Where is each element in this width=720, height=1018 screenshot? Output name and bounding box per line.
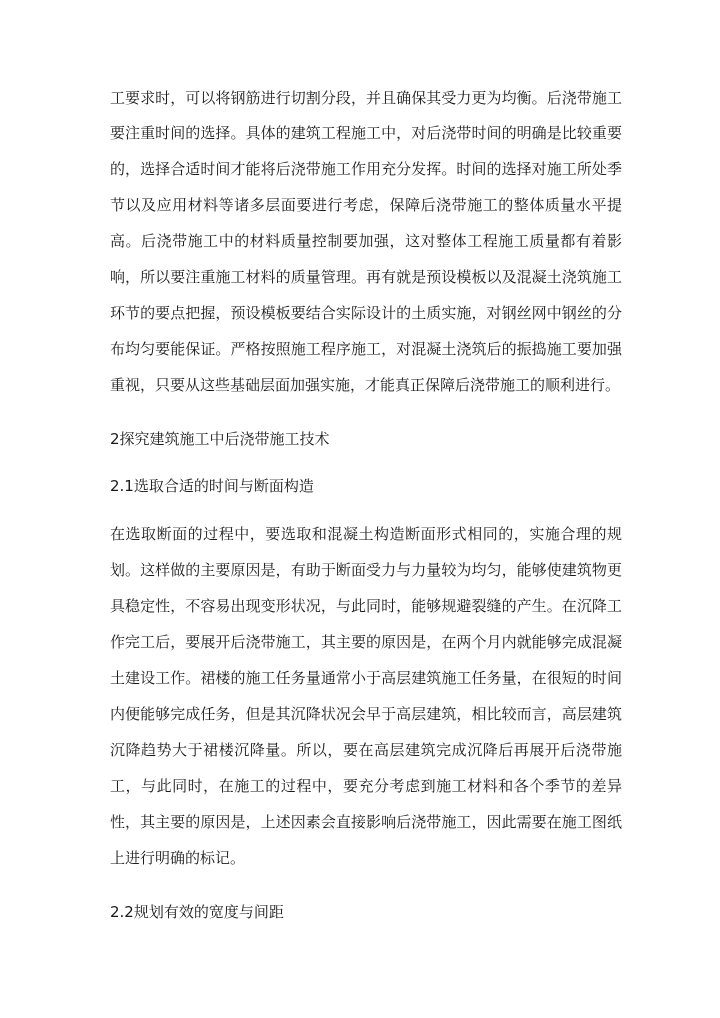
section-heading-2: 2探究建筑施工中后浇带施工技术 xyxy=(110,430,330,448)
paragraph-2-line-1: 在选取断面的过程中，要选取和混凝土构造断面形式相同的，实施合理的规 xyxy=(110,525,622,543)
paragraph-1-line-6: 响，所以要注重施工材料的质量管理。再有就是预设模板以及混凝土浇筑施工 xyxy=(110,268,622,286)
paragraph-2-line-10: 上进行明确的标记。 xyxy=(110,849,246,867)
paragraph-1-line-8: 布均匀要能保证。严格按照施工程序施工，对混凝土浇筑后的振捣施工要加强 xyxy=(110,340,622,358)
paragraph-2-line-4: 作完工后，要展开后浇带施工，其主要的原因是，在两个月内就能够完成混凝 xyxy=(110,633,622,651)
paragraph-1-line-1: 工要求时，可以将钢筋进行切割分段，并且确保其受力更为均衡。后浇带施工 xyxy=(110,89,622,107)
paragraph-2-line-9: 性，其主要的原因是，上述因素会直接影响后浇带施工，因此需要在施工图纸 xyxy=(110,813,622,831)
paragraph-2-line-3: 具稳定性，不容易出现变形状况，与此同时，能够规避裂缝的产生。在沉降工 xyxy=(110,597,622,615)
paragraph-2-line-6: 内便能够完成任务，但是其沉降状况会早于高层建筑，相比较而言，高层建筑 xyxy=(110,705,622,723)
section-heading-2-2: 2.2规划有效的宽度与间距 xyxy=(110,903,284,921)
paragraph-2-line-7: 沉降趋势大于裙楼沉降量。所以，要在高层建筑完成沉降后再展开后浇带施 xyxy=(110,741,622,759)
paragraph-1-line-2: 要注重时间的选择。具体的建筑工程施工中，对后浇带时间的明确是比较重要 xyxy=(110,124,622,142)
paragraph-2-line-2: 划。这样做的主要原因是，有助于断面受力与力量较为均匀，能够使建筑物更 xyxy=(110,561,622,579)
paragraph-1-line-9: 重视，只要从这些基础层面加强实施，才能真正保障后浇带施工的顺利进行。 xyxy=(110,376,621,394)
section-heading-2-1: 2.1选取合适的时间与断面构造 xyxy=(110,477,314,495)
paragraph-1-line-4: 节以及应用材料等诸多层面要进行考虑，保障后浇带施工的整体质量水平提 xyxy=(110,196,622,214)
paragraph-1-line-5: 高。后浇带施工中的材料质量控制要加强，这对整体工程施工质量都有着影 xyxy=(110,232,622,250)
paragraph-2-line-8: 工，与此同时，在施工的过程中，要充分考虑到施工材料和各个季节的差异 xyxy=(110,777,622,795)
paragraph-1-line-3: 的，选择合适时间才能将后浇带施工作用充分发挥。时间的选择对施工所处季 xyxy=(110,160,622,178)
paragraph-2-line-5: 土建设工作。裙楼的施工任务量通常小于高层建筑施工任务量，在很短的时间 xyxy=(110,669,622,687)
paragraph-1-line-7: 环节的要点把握，预设模板要结合实际设计的土质实施，对钢丝网中钢丝的分 xyxy=(110,304,622,322)
